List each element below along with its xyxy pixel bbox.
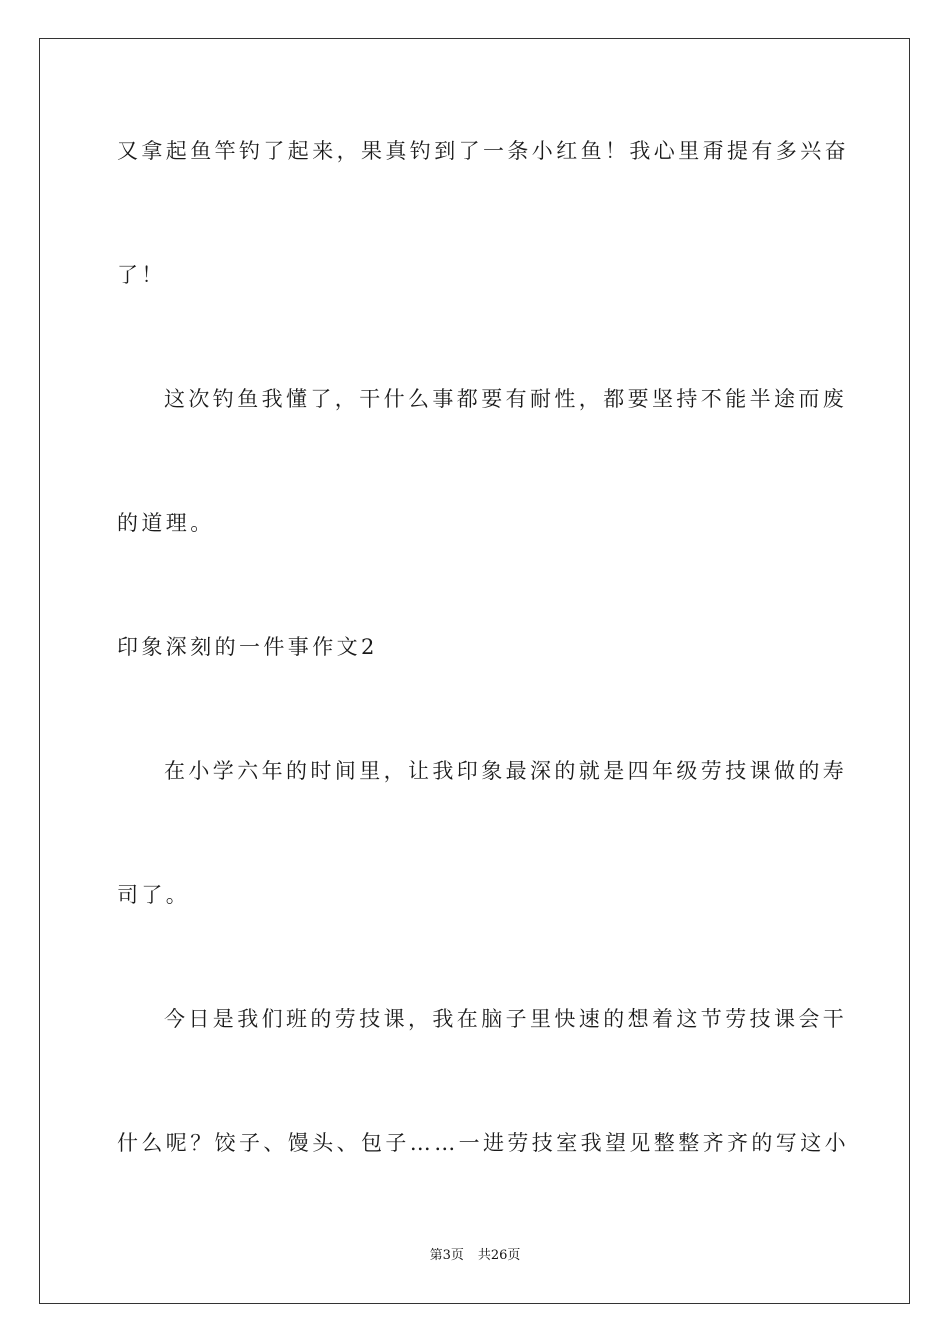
section-heading: 印象深刻的一件事作文2 [117,635,378,659]
page-border [39,38,910,1304]
text-line-6: 司了。 [117,883,191,907]
text-line-4: 的道理。 [117,511,215,535]
page-footer [0,1247,950,1265]
text-line-3: 这次钓鱼我懂了，干什么事都要有耐性，都要坚持不能半途而废 [164,387,848,411]
text-line-1: 又拿起鱼竿钓了起来，果真钓到了一条小红鱼！我心里甭提有多兴奋 [117,139,849,163]
page-number: 第3页 [429,1248,464,1263]
page-total: 共26页 [477,1248,521,1263]
text-line-8: 什么呢？饺子、馒头、包子……一进劳技室我望见整整齐齐的写这小 [117,1131,849,1155]
text-line-2: 了！ [117,263,166,287]
text-line-7: 今日是我们班的劳技课，我在脑子里快速的想着这节劳技课会干 [164,1007,848,1031]
text-line-5: 在小学六年的时间里，让我印象最深的就是四年级劳技课做的寿 [164,759,848,783]
